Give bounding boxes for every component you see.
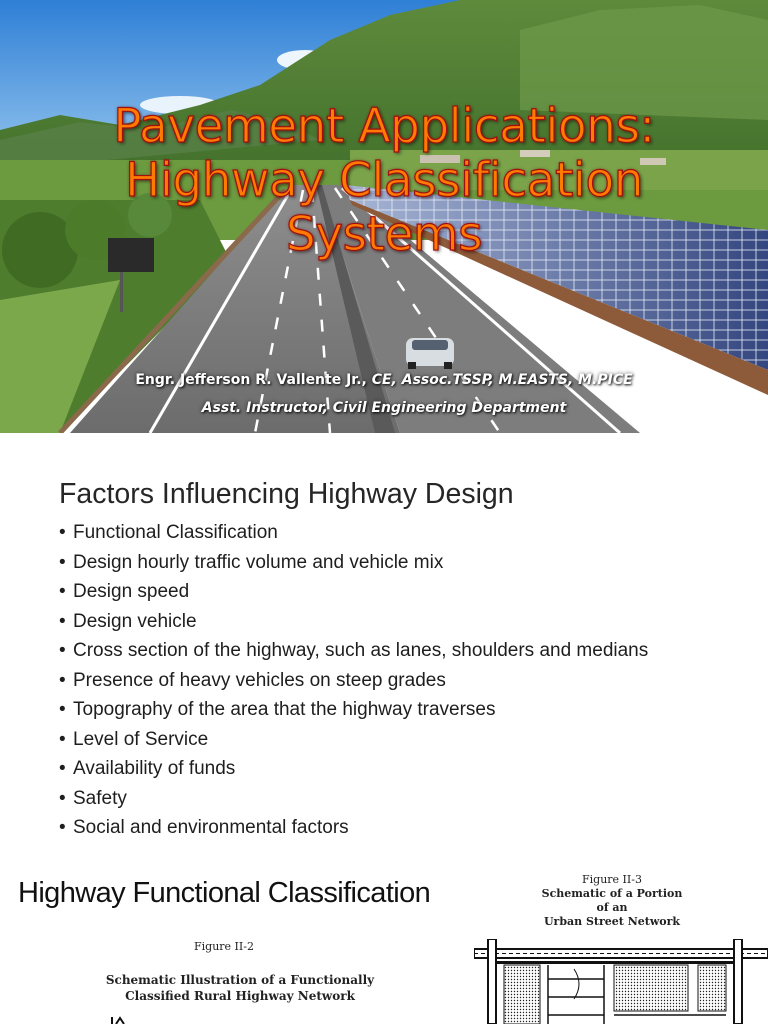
figure-3-caption-line-1: Schematic of a Portion bbox=[541, 887, 683, 900]
urban-street-network-diagram bbox=[474, 939, 768, 1024]
figure-2-diagram-fragment bbox=[110, 1015, 128, 1024]
title-line-1: Pavement Applications: bbox=[113, 99, 655, 154]
list-item: • Functional Classification bbox=[59, 518, 648, 548]
bullet-icon: • bbox=[59, 581, 66, 602]
list-item: • Social and environmental factors bbox=[59, 813, 648, 843]
author-credentials: CE, Assoc.TSSP, M.EASTS, M.PICE bbox=[371, 372, 633, 388]
slide-title: Factors Influencing Highway Design bbox=[59, 478, 514, 510]
author-name: Engr. Jefferson R. Vallente Jr., bbox=[135, 372, 367, 388]
title-line-2: Highway Classification bbox=[124, 153, 643, 208]
figure-2-caption bbox=[60, 972, 420, 1004]
bullet-icon: • bbox=[59, 640, 66, 661]
list-item: • Presence of heavy vehicles on steep grades bbox=[59, 666, 648, 696]
factors-slide bbox=[0, 433, 768, 843]
list-item: • Design vehicle bbox=[59, 607, 648, 637]
list-item: • Cross section of the highway, such as lanes, shoulders and medians bbox=[59, 636, 648, 666]
bullet-icon: • bbox=[59, 728, 66, 750]
figure-3-label: Figure II-3 bbox=[582, 873, 642, 886]
list-item: • Level of Service bbox=[59, 725, 648, 755]
figure-3-caption-line-3: Urban Street Network bbox=[543, 915, 681, 928]
title-line-3: Systems bbox=[285, 207, 483, 262]
presentation-title bbox=[0, 100, 768, 262]
car-shape bbox=[406, 338, 454, 369]
slide-title: Highway Functional Classification bbox=[18, 877, 431, 909]
bullet-icon: • bbox=[59, 699, 66, 720]
figure-3-heading bbox=[522, 873, 702, 929]
title-slide bbox=[0, 0, 768, 433]
bullet-icon: • bbox=[59, 551, 66, 573]
bullet-icon: • bbox=[59, 669, 66, 691]
figure-2-label: Figure II-2 bbox=[194, 940, 254, 953]
bullet-icon: • bbox=[59, 610, 66, 632]
bullet-icon: • bbox=[59, 817, 66, 838]
list-item: • Safety bbox=[59, 784, 648, 814]
figure-2-caption-line-1: Schematic Illustration of a Functionally bbox=[105, 973, 375, 987]
bullet-list bbox=[59, 518, 648, 843]
classification-slide bbox=[0, 843, 768, 1024]
bullet-icon: • bbox=[59, 787, 66, 809]
list-item: • Availability of funds bbox=[59, 754, 648, 784]
bullet-icon: • bbox=[59, 522, 66, 543]
list-item: • Design speed bbox=[59, 577, 648, 607]
list-item: • Design hourly traffic volume and vehicle mix bbox=[59, 548, 648, 578]
figure-3-caption-line-2: of an bbox=[596, 901, 628, 914]
figure-2-caption-line-2: Classified Rural Highway Network bbox=[125, 989, 355, 1003]
list-item: • Topography of the area that the highway traverses bbox=[59, 695, 648, 725]
author-position: Asst. Instructor, Civil Engineering Department bbox=[201, 400, 567, 416]
author-line bbox=[0, 372, 768, 388]
bullet-icon: • bbox=[59, 758, 66, 779]
